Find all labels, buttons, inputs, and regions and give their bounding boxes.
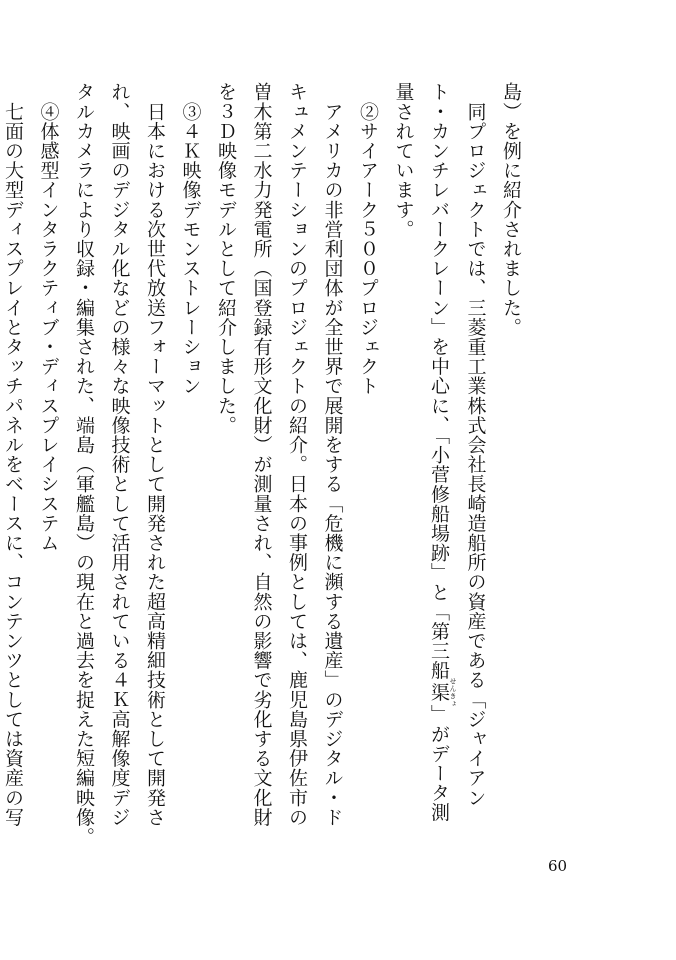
text-line: キュメンテーションのプロジェクトの紹介。日本の事例としては、鹿児島県伊佐市の [286,82,308,827]
text-line: ④体感型インタラクティブ・ディスプレイシステム [37,82,60,553]
text-line: れ、映画のデジタル化などの様々な映像技術として活用されている４Ｋ高解像度デジ [108,82,131,827]
text-line: 島）を例に紹介されました。 [500,82,522,337]
text-line: ②サイアーク５００プロジェクト [357,82,379,396]
text-line: を３Ｄ映像モデルとして紹介しました。 [215,82,237,435]
text-line: 曽木第二水力発電所（国登録有形文化財）が測量され、自然の影響で劣化する文化財 [250,82,273,827]
page-number: 60 [548,857,568,875]
text-line: 日本における次世代放送フォーマットとして開発された超高精細技術として開発さ [144,82,166,827]
text-line: 七面の大型ディスプレイとタッチパネルをベースに、コンテンツとしては資産の写 [2,82,24,827]
text-line: アメリカの非営利団体が全世界で展開をする「危機に瀕する遺産」のデジタル・ド [321,82,344,827]
text-line: タルカメラにより収録・編集された、端島（軍艦島）の現在と過去を捉えた短編映像。 [73,82,95,847]
text-line: ト・カンチレバークレーン」を中心に、「小菅修船場跡」と「第三船渠 せんきょ」がデータ測 [428,82,457,823]
text-line: ③４Ｋ映像デモンストレーション [179,82,202,396]
text-line: 同プロジェクトでは、三菱重工業株式会社長崎造船所の資産である「ジャイアン [464,82,487,808]
furigana: 渠 せんきょ [428,677,457,708]
vertical-text-body [0,82,528,847]
text-line: 量されています。 [392,82,415,239]
